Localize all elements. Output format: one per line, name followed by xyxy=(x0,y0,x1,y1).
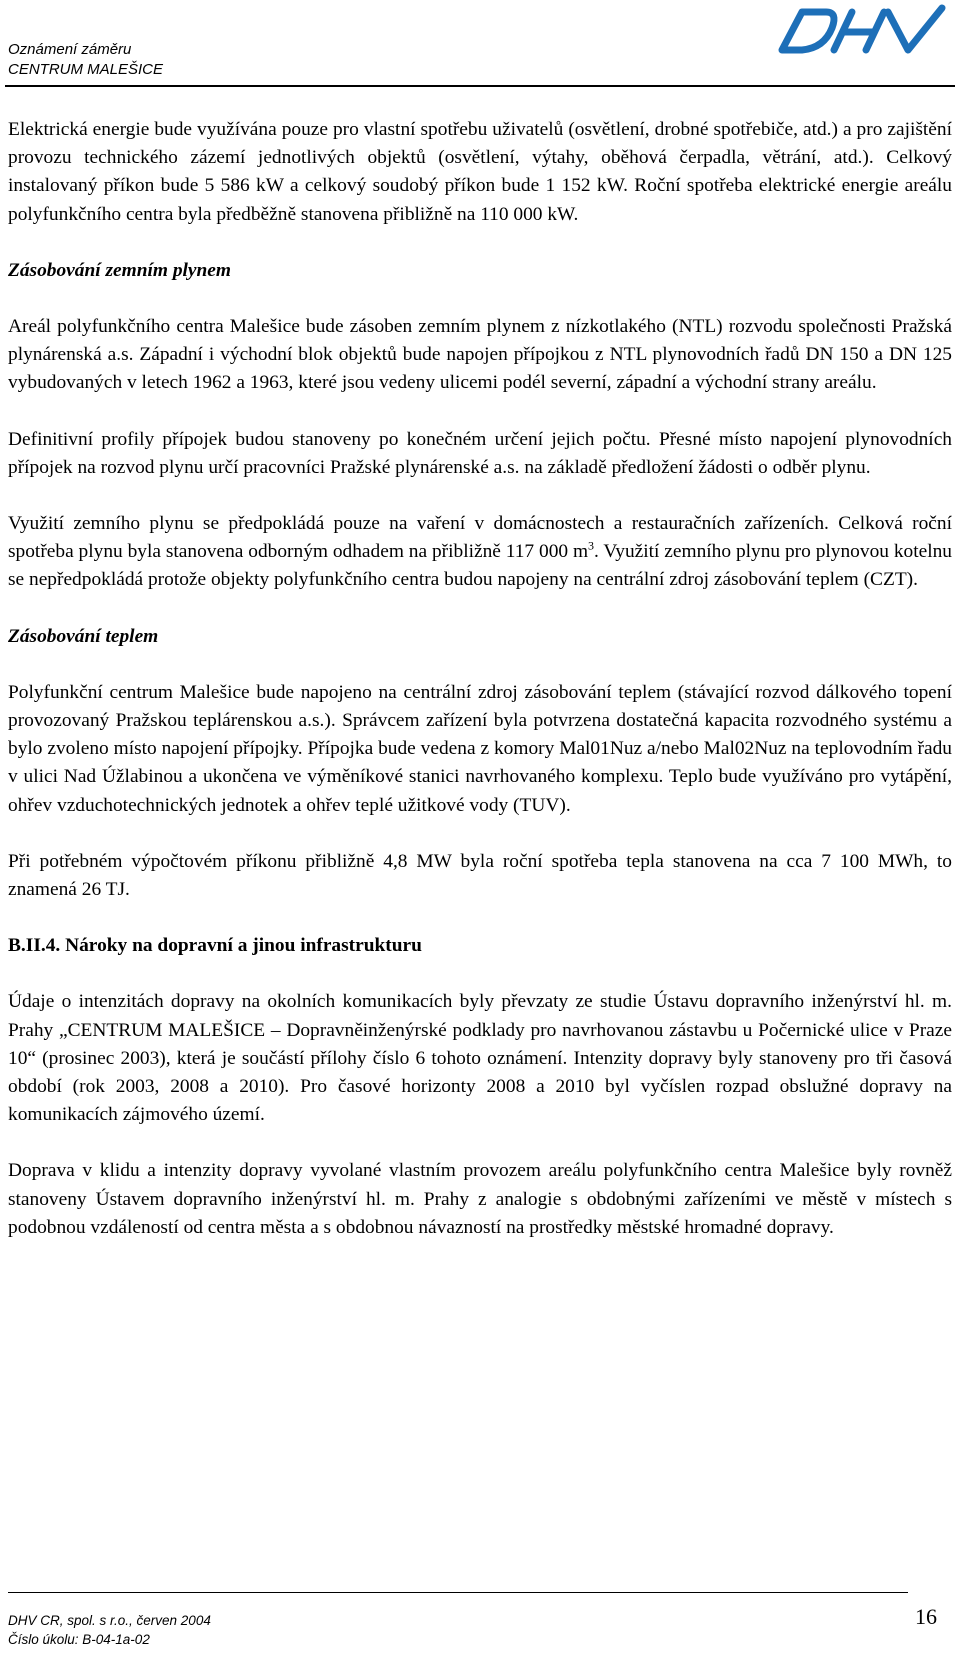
footer-company: DHV CR, spol. s r.o., červen 2004 xyxy=(8,1613,211,1628)
header-divider xyxy=(5,85,955,87)
gas-usage-text-a: Využití zemního plynu se předpokládá pouze na vaření v domácnostech a restauračních zařízeních. Celková roční spotřeba plynu byla stanovena odborným odhadem na přibližně 117 000 m xyxy=(8,513,952,563)
paragraph-traffic-data: Údaje o intenzitách dopravy na okolních komunikacích byly převzaty ze studie Ústavu dopravního inženýrství hl. m. Prahy „CENTRUM MALEŠICE – Dopravněinženýrské podklady pro navrhovanou zástavbu u Počernické ulice v Praze 10“ (prosinec 2003), která je součástí přílohy číslo 6 tohoto oznámení. Intenzity dopravy byly stanoveny pro tři časová období (rok 2003, 2008 a 2010). Pro časové horizonty 2008 a 2010 byl vyčíslen rozpad obslužné dopravy na komunikacích zájmového území. xyxy=(8,991,952,1126)
page-number: 16 xyxy=(915,1604,937,1629)
document-footer xyxy=(8,1611,211,1649)
footer-task-number: Číslo úkolu: B-04-1a-02 xyxy=(8,1632,150,1647)
document-header xyxy=(8,40,163,80)
document-body xyxy=(8,116,952,1242)
section-heading-infrastructure: B.II.4. Nároky na dopravní a jinou infrastrukturu xyxy=(8,935,422,957)
paragraph-gas-network: Areál polyfunkčního centra Malešice bude zásoben zemním plynem z nízkotlakého (NTL) rozvodu společnosti Pražská plynárenská a.s. Západní i východní blok objektů bude napojen přípojkou z NTL plynovodních řadů DN 150 a DN 125 vybudovaných v letech 1962 a 1963, které jsou vedeny ulicemi podél severní, západní a východní strany areálu. xyxy=(8,316,952,394)
paragraph-heat-connection: Polyfunkční centrum Malešice bude napojeno na centrální zdroj zásobování teplem (stávající rozvod dálkového topení provozovaný Pražskou teplárenskou a.s.). Správcem zařízení byla potvrzena dostatečná kapacita rozvodného systému a bylo zvoleno místo napojení přípojky. Přípojka bude vedena z komory Mal01Nuz a/nebo Mal02Nuz na teplovodním řadu v ulici Nad Úžlabinou a ukončena ve výměníkové stanici navrhovaného komplexu. Teplo bude využíváno pro vytápění, ohřev vzduchotechnických jednotek a ohřev teplé užitkové vody (TUV). xyxy=(8,681,952,816)
paragraph-electricity: Elektrická energie bude využívána pouze pro vlastní spotřebu uživatelů (osvětlení, drobné spotřebiče, atd.) a pro zajištění provozu technického zázemí jednotlivých objektů (osvětlení, výtahy, oběhová čerpadla, větrání, atd.). Celkový instalovaný příkon bude 5 586 kW a celkový soudobý příkon bude 1 152 kW. Roční spotřeba elektrické energie areálu polyfunkčního centra byla předběžně stanovena přibližně na 110 000 kW. xyxy=(8,119,952,225)
gas-usage-text-b: . Využití zemního plynu pro plynovou kotelnu se nepředpokládá protože objekty polyfunkčního centra budou napojeny na centrální zdroj zásobování teplem (CZT). xyxy=(8,541,952,591)
dhv-logo-icon xyxy=(760,2,950,60)
footer-divider xyxy=(8,1592,908,1593)
dhv-logo xyxy=(760,2,950,60)
header-title: Oznámení záměru xyxy=(8,41,132,58)
superscript-cubic: 3 xyxy=(588,538,595,553)
paragraph-parking: Doprava v klidu a intenzity dopravy vyvolané vlastním provozem areálu polyfunkčního centra Malešice byly rovněž stanoveny Ústavem dopravního inženýrství hl. m. Prahy z analogie s obdobnými zařízeními ve městě v místech s podobnou vzdáleností od centra města a s obdobnou návazností na prostředky městské hromadné dopravy. xyxy=(8,1160,952,1238)
paragraph-gas-usage xyxy=(8,510,952,595)
heading-heat-supply: Zásobování teplem xyxy=(8,625,159,647)
paragraph-heat-consumption: Při potřebném výpočtovém příkonu přibližně 4,8 MW byla roční spotřeba tepla stanovena na cca 7 100 MWh, to znamená 26 TJ. xyxy=(8,850,952,901)
paragraph-gas-connections: Definitivní profily přípojek budou stanoveny po konečném určení jejich počtu. Přesné místo napojení plynovodních přípojek na rozvod plynu určí pracovníci Pražské plynárenské a.s. na základě předložení žádosti o odběr plynu. xyxy=(8,428,952,478)
heading-gas-supply: Zásobování zemním plynem xyxy=(8,259,231,281)
header-project: CENTRUM MALEŠICE xyxy=(8,61,164,78)
